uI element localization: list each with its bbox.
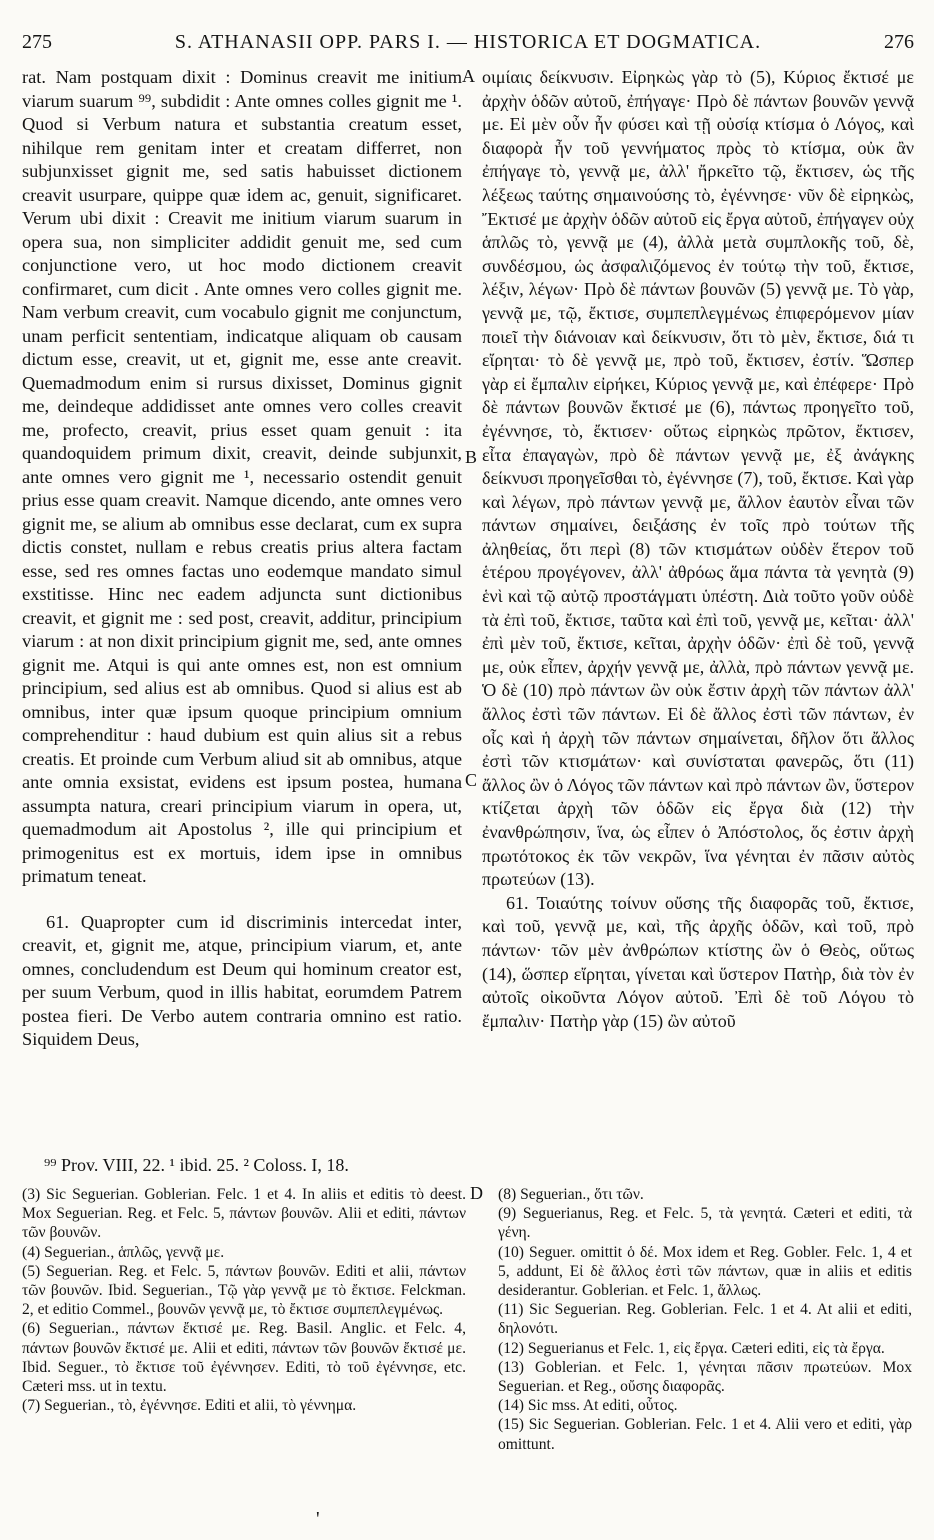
margin-letter-a: A xyxy=(462,66,475,86)
page-number-right: 276 xyxy=(884,31,914,53)
footnote: (12) Seguerianus et Felc. 1, εἰς ἔργα. Cæteri editi, εἰς τὰ ἔργα. xyxy=(498,1339,885,1357)
page-header xyxy=(22,31,914,57)
running-title: S. ATHANASII OPP. PARS I. — HISTORICA ET DOGMATICA. xyxy=(174,31,762,53)
greek-paragraph: 61. Τοιαύτης τοίνυν οὔσης τῆς διαφορᾶς τοῦ, ἔκτισε, καὶ τοῦ, γεννᾷ με, καὶ, τῆς ἀρχῆς ὁδῶν, καὶ τοῦ, πρὸ πάντων· τῶν μὲν ἀνθρώπων κτίστης ὢν ὁ Θεὸς, οὕτως (14), ὥσπερ εἴρηται, γίνεται καὶ ὕστερον Πατὴρ, διὰ τὸν ἐν αὐτοῖς οἰκοῦντα Λόγον αὐτοῦ. Ἐπὶ δὲ τοῦ Λόγου τὸ ἔμπαλιν· Πατὴρ γὰρ (15) ὢν αὐτοῦ xyxy=(482,892,914,1031)
bottom-mark: ' xyxy=(316,1508,320,1530)
margin-letter-d: D xyxy=(470,1183,483,1203)
latin-paragraph: 61. Quapropter cum id discriminis intercedat inter, creavit, et, gignit me, atque, principium viarum, et, ante omnes, concludendum est Deum qui hominum creator est, per suum Verbum, quod in illis habitat, eorumdem Patrem postea fieri. De Verbo autem contraria omnino est ratio. Siquidem Deus, xyxy=(22,911,462,1049)
margin-letter-c: C xyxy=(465,770,478,790)
latin-paragraph: rat. Nam postquam dixit : Dominus creavit me initium viarum suarum ⁹⁹, subdidit : Ante omnes colles gignit me ¹. Quod si Verbum natura et substantia creatum esset, nihilque rem genitam inter et creatam differret, non subjunxisset gignit me, sed satis habuisset dictionem creavit usurpare, quippe quæ idem ac, genuit, significaret. Verum ubi dixit : Creavit me initium viarum suarum in opera sua, non simpliciter addidit genuit me, sed cum conjunctione vero, ut hoc modo dictionem creavit confirmaret, cum dicit . Ante omnes vero colles gignit me. Nam verbum creavit, cum vocabulo gignit me conjunctum, unam perficit sententiam, indicatque aliquam ob causam dictum esse, creavit, ut et, gignit me, esse ante creavit. Quemadmodum enim si rursus dixisset, Dominus gignit me, deindeque addidisset ante omnes vero colles creavit me, profecto, creavit, prius esset quam genuit : ita quandoquidem primum dixit, creavit, deinde subjunxit, ante omnes vero gignit me ¹, necessario ostendit genuit prius esse quam creavit. Namque dicendo, ante omnes vero gignit me, se alium ab omnibus esse declarat, cum ex supra dictis constet, nullam e rebus creatis prius altera factam esse, sed res omnes factas uno eodemque mandato simul exstitisse. Hinc nec eadem adjuncta sunt dictionibus creavit, et gignit me : sed post, creavit, additur, principium viarum : at non dixit principium gignit me, sed, ante omnes gignit me. Atqui is qui ante omnes est, non est omnium principium, sed alius est ab omnibus. Quod si alius est ab omnibus, inter quæ ipsum quoque principium omnium comprehenditur : haud dubium est quin alius sit a rebus creatis. Et proinde cum Verbum aliud sit ab omnibus, atque ante omnia exsistat, evidens est ipsum postea, humana assumpta natura, creari principium viarum in opera, ut, quemadmodum ait Apostolus ², ille qui principium et primogenitus est ex mortuis, idem ipse in omnibus primatum teneat. xyxy=(22,67,462,886)
footnote: (4) Seguerian., ἁπλῶς, γεννᾷ με. xyxy=(22,1243,225,1261)
footnote: (5) Seguerian. Reg. et Felc. 5, πάντων βουνῶν. Editi et alii, πάντων τῶν βουνῶν. Ibid. Seguerian., Τῷ γὰρ γεννᾷ με τὸ ἔκτισε. Felckman. 2, et editio Commel., βουνῶν γεννᾷ με, τὸ ἔκτισε συμπεπλεγμένως. xyxy=(22,1262,466,1319)
footnote: (7) Seguerian., τὸ, ἐγέννησε. Editi et alii, τὸ γέννημα. xyxy=(22,1397,357,1415)
latin-column xyxy=(22,66,462,1052)
footnote: (15) Sic Seguerian. Goblerian. Felc. 1 et 4. Alii vero et editi, γὰρ omittunt. xyxy=(498,1416,912,1453)
footnote: (8) Seguerian., ὅτι τῶν. xyxy=(498,1186,644,1203)
footnote: (3) Sic Seguerian. Goblerian. Felc. 1 et 4. In aliis et editis τὸ deest. Mox Seguerian. Reg. et Felc. 5, πάντων βουνῶν. Alii et editi, πάντων τῶν βουνῶν. xyxy=(22,1186,466,1242)
footnote: (13) Goblerian. et Felc. 1, γένηται πᾶσιν πρωτεύων. Mox Seguerian. et Reg., οὔσης διαφορᾶς. xyxy=(498,1358,912,1396)
footnote: (9) Seguerianus, Reg. et Felc. 5, τὰ γενητά. Cæteri et editi, τὰ γένη. xyxy=(498,1205,912,1242)
greek-column xyxy=(482,66,914,1033)
footnote: (10) Seguer. omittit ὁ δέ. Mox idem et Reg. Gobler. Felc. 1, 4 et 5, addunt, Εἰ δὲ ἄλλος ἐστὶ τῶν πάντων, quæ in aliis et editis desiderantur. Goblerian. et Felc. 1, ἄλλως. xyxy=(498,1243,912,1300)
footnotes-left xyxy=(22,1185,466,1415)
footnote: (6) Seguerian., πάντων ἔκτισέ με. Reg. Basil. Anglic. et Felc. 4, πάντων βουνῶν ἔκτισέ με. Alii et editi, πάντων τῶν βουνῶν ἔκτισέ με. Ibid. Seguer., τὸ ἔκτισε τοῦ ἐγέννησεν. Editi, τὸ τοῦ ἐγέννησε, etc. Cæteri mss. ut in textu. xyxy=(22,1320,466,1396)
footnotes-right xyxy=(498,1185,912,1454)
footnote: (11) Sic Seguerian. Reg. Goblerian. Felc. 1 et 4. At alii et editi, δηλονότι. xyxy=(498,1301,912,1338)
footnote: (14) Sic mss. At editi, οὗτος. xyxy=(498,1397,678,1415)
greek-paragraph: οιμίαις δείκνυσιν. Εἰρηκὼς γὰρ τὸ (5), Κύριος ἔκτισέ με ἀρχὴν ὁδῶν αὐτοῦ, ἐπήγαγε· Πρὸ δὲ πάντων βουνῶν γεννᾷ με. Εἰ μὲν οὖν ἦν φύσει καὶ τῇ οὐσίᾳ κτίσμα ὁ Λόγος, καὶ διαφορὰ ἦν τοῦ γεννήματος πρὸς τὸ κτίσμα, οὐκ ἂν ἐπήγαγε τὸ, γεννᾷ με, ἀλλ' ἤρκεῖτο τῷ, ἔκτισεν, ὡς τῆς λέξεως ταύτης σημαινούσης τὸ, ἐγέννησε· νῦν δὲ εἰρηκὼς, Ἔκτισέ με ἀρχὴν ὁδῶν αὐτοῦ εἰς ἔργα αὐτοῦ, ἐπήγαγεν οὐχ ἁπλῶς τὸ, γεννᾷ με (4), ἀλλὰ μετὰ συμπλοκῆς τοῦ, δὲ, συνδέσμου, ὡς ἀσφαλιζόμενος ἐν τούτῳ τὴν τοῦ, ἔκτισε, λέξιν, λέγων· Πρὸ δὲ πάντων βουνῶν (5) γεννᾷ με. Τὸ γὰρ, γεννᾷ με, τῷ, ἔκτισε, συμπεπλεγμένως ἐπιφερόμενον μίαν ποιεῖ τὴν διάνοιαν καὶ δείκνυσιν, ὅτι τὸ μὲν, ἔκτισε, διά τι εἴρηται· τὸ δὲ γεννᾷ με, πρὸ τοῦ, ἔκτισεν, ἐστίν. Ὥσπερ γὰρ εἰ ἔμπαλιν εἰρήκει, Κύριος γεννᾷ με, καὶ ἐπέφερε· Πρὸ δὲ πάντων βουνῶν ἔκτισέ με (6), πάντως προηγεῖτο τοῦ, ἐγέννησε, τὸ, ἔκτισεν· οὕτως εἰρηκὼς πρῶτον, ἔκτισεν, εἶτα ἐπαγαγὼν, πρὸ δὲ πάντων γεννᾷ με, ἐξ ἀνάγκης δείκνυσι προηγεῖσθαι τὸ, ἐγέννησε (7), τοῦ, ἔκτισε. Καὶ γὰρ καὶ λέγων, πρὸ πάντων γεννᾷ με, ἄλλον ἑαυτὸν εἶναι τῶν πάντων σημαίνει, δειξάσης ἐν τοῖς πρὸ τούτων τῆς ἀληθείας, ὅτι περὶ (8) τῶν κτισμάτων οὐδὲν ἕτερον τοῦ ἑτέρου προγέγονεν, ἀλλ' ἀθρόως ἅμα πάντα τὰ γενητὰ (9) ἑνὶ καὶ τῷ αὐτῷ προστάγματι ὑπέστη. Διὰ τοῦτο γοῦν οὐδὲ τὰ ἐπὶ τοῦ, ἔκτισε, ταῦτα καὶ ἐπὶ τοῦ, γεννᾷ με, κεῖται· ἀλλ' ἐπὶ μὲν τοῦ, ἔκτισε, κεῖται, ἀρχὴν ὁδῶν· ἐπὶ δὲ τοῦ, γεννᾷ με, οὐκ εἶπεν, ἀρχήν γεννᾷ με, ἀλλὰ, πρὸ πάντων γεννᾷ με. Ὁ δὲ (10) πρὸ πάντων ὢν οὐκ ἔστιν ἀρχὴ τῶν πάντων ἀλλ' ἄλλος ἐστὶ τῶν πάντων. Εἰ δὲ ἄλλος ἐστὶ τῶν πάντων, ἐν οἷς καὶ ἡ ἀρχὴ τῶν πάντων σημαίνεται, δῆλον ὅτι ἄλλος ἐστὶ τῶν κτισμάτων· καὶ συνίσταται φανερῶς, ὅτι (11) ἄλλος ὢν ὁ Λόγος τῶν πάντων καὶ πρὸ πάντων ὢν, ὕστερον κτίζεται ἀρχὴ τῶν ὁδῶν εἰς ἔργα διὰ (12) τὴν ἐνανθρώπησιν, ἵνα, ὡς εἶπεν ὁ Ἀπόστολος, ὅς ἐστιν ἀρχὴ πρωτότοκος ἐκ τῶν νεκρῶν, ἵνα γένηται ἐν πᾶσιν αὐτὸς πρωτεύων (13). xyxy=(482,67,915,890)
margin-letter-b: B xyxy=(465,447,478,467)
scripture-references: ⁹⁹ Prov. VIII, 22. ¹ ibid. 25. ² Coloss. I, 18. xyxy=(44,1155,349,1175)
page-number-left: 275 xyxy=(22,31,52,53)
